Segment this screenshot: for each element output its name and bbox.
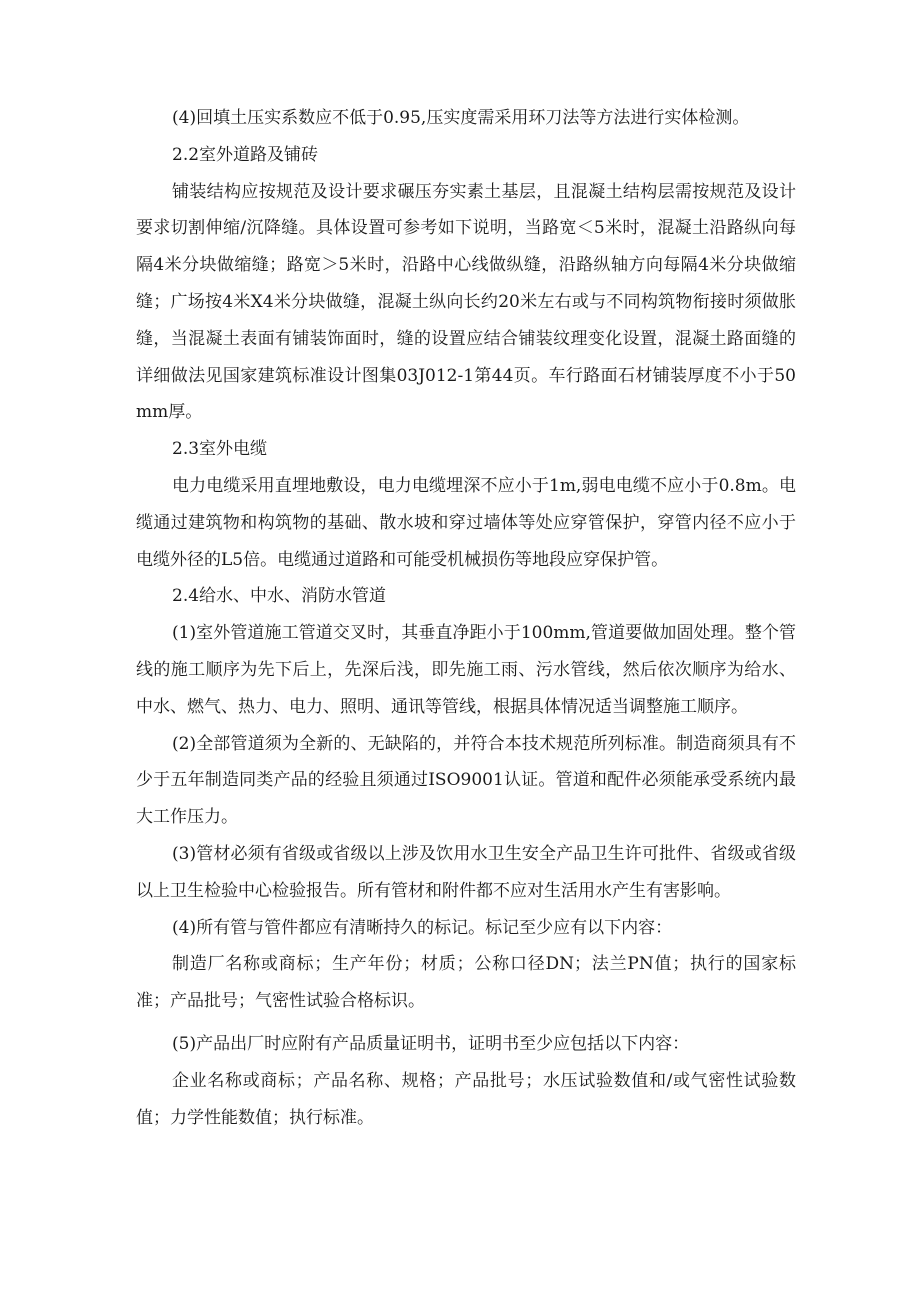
paragraph-pipe-standards: (2)全部管道须为全新的、无缺陷的，并符合本技术规范所列标准。制造商须具有不少于五年制造同类产品的经验且须通过ISO9001认证。管道和配件必须能承受系统内最大工作压力。 <box>136 733 796 828</box>
paragraph-certificate-contents: 企业名称或商标；产品名称、规格；产品批号；水压试验数值和/或气密性试验数值；力学性能数值；执行标准。 <box>136 1070 796 1128</box>
paragraph-pipe-permits: (3)管材必须有省级或省级以上涉及饮用水卫生安全产品卫生许可批件、省级或省级以上卫生检验中心检验报告。所有管材和附件都不应对生活用水产生有害影响。 <box>136 843 796 901</box>
paragraph-cable-burial: 电力电缆采用直埋地敷设，电力电缆埋深不应小于1m,弱电电缆不应小于0.8m。电缆通过建筑物和构筑物的基础、散水坡和穿过墙体等处应穿管保护，穿管内径不应小于电缆外径的L5倍。电缆通过道路和可能受机械损伤等地段应穿保护管。 <box>136 475 796 570</box>
section-heading-outdoor-roads: 2.2室外道路及铺砖 <box>172 144 319 165</box>
paragraph-pipe-crossing: (1)室外管道施工管道交叉时，其垂直净距小于100mm,管道要做加固处理。整个管线的施工顺序为先下后上，先深后浅，即先施工雨、污水管线，然后依次顺序为给水、中水、燃气、热力、电力、照明、通讯等管线，根据具体情况适当调整施工顺序。 <box>136 623 796 717</box>
section-heading-outdoor-cables: 2.3室外电缆 <box>172 439 268 460</box>
section-heading-water-pipes: 2.4给水、中水、消防水管道 <box>172 586 387 607</box>
paragraph-quality-certificate: (5)产品出厂时应附有产品质量证明书，证明书至少应包括以下内容： <box>172 1033 690 1054</box>
paragraph-pipe-marking: (4)所有管与管件都应有清晰持久的标记。标记至少应有以下内容： <box>172 917 673 938</box>
paragraph-marking-contents: 制造厂名称或商标；生产年份；材质；公称口径DN；法兰PN值；执行的国家标准；产品批号；气密性试验合格标识。 <box>136 954 796 1012</box>
paragraph-paving-structure: 铺装结构应按规范及设计要求碾压夯实素土基层，且混凝土结构层需按规范及设计要求切割伸缩/沉降缝。具体设置可参考如下说明，当路宽＜5米时，混凝土沿路纵向每隔4米分块做缩缝；路宽＞5米时，沿路中心线做纵缝，沿路纵轴方向每隔4米分块做缩缝；广场按4米X4米分块做缝，混凝土纵向长约20米左右或与不同构筑物衔接时须做胀缝，当混凝土表面有铺装饰面时，缝的设置应结合铺装纹理变化设置，混凝土路面缝的详细做法见国家建筑标准设计图集03J012-1第44页。车行路面石材铺装厚度不小于50mm厚。 <box>136 181 796 423</box>
document-page <box>136 100 796 1136</box>
paragraph-compaction-check: (4)回填土压实系数应不低于0.95,压实度需采用环刀法等方法进行实体检测。 <box>172 108 750 128</box>
